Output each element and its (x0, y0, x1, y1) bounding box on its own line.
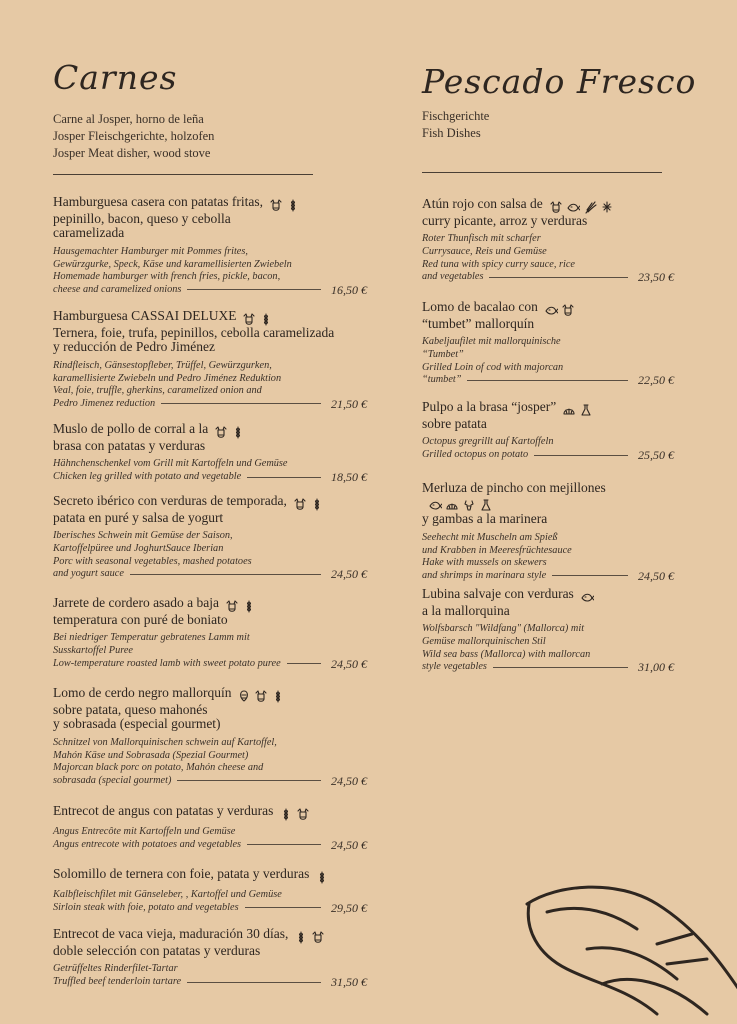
description-line: Hähnchenschenkel vom Grill mit Kartoffeln und Gemüse (53, 458, 288, 470)
dish-price: 23,50 € (638, 270, 674, 285)
allergen-icons (562, 402, 596, 417)
fish-icon (580, 590, 594, 604)
dish-price: 24,50 € (331, 567, 367, 582)
dish-name-line: y gambas a la marinera (422, 511, 548, 527)
dish-name (53, 596, 367, 627)
dish-name-line: Entrecot de angus con patatas y verduras (53, 803, 274, 818)
description-line: Schnitzel von Mallorquinischen schwein auf Kartoffel, (53, 736, 277, 748)
dish-price: 24,50 € (331, 656, 367, 671)
dish-description (53, 737, 367, 787)
description-line: Getrüffeltes Rinderfilet-Tartar (53, 963, 178, 975)
dish-name (53, 195, 367, 241)
dish-name-line: sobre patata, queso mahonés (53, 701, 208, 717)
dish-description (422, 623, 674, 673)
wheat-icon (271, 689, 285, 703)
allergen-icons (544, 302, 578, 317)
dish-name-line: y sobrasada (especial gourmet) (53, 716, 221, 732)
carnes-title: Carnes (53, 58, 178, 97)
cow-icon (225, 599, 239, 613)
crustacean-icon (462, 498, 476, 512)
dish-name-line: Lomo de cerdo negro mallorquín (53, 685, 232, 700)
leader-line (187, 289, 321, 290)
dish-description (53, 826, 367, 851)
description-line: Susskartoffel Puree (53, 645, 133, 656)
dish-name-line: Solomillo de ternera con foie, patata y verduras (53, 866, 310, 881)
allergen-icons (293, 496, 327, 511)
description-line: Rindfleisch, Gänsestopfleber, Trüffel, Gewürzgurken, (53, 359, 272, 371)
dish-name-line: Pulpo a la brasa “josper” (422, 399, 557, 414)
leader-line (187, 982, 321, 983)
dish-name (53, 309, 367, 355)
menu-item (53, 804, 367, 851)
allergen-icons (428, 498, 496, 513)
flask-icon (579, 403, 593, 417)
description-line: Kalbfleischfilet mit Gänseleber, , Kartoffel und Gemüse (53, 888, 282, 900)
description-line: karamellisierte Zwiebeln und Pedro Jiménez Reduktion (53, 372, 282, 384)
leader-line (552, 575, 628, 576)
wheat-icon (294, 930, 308, 944)
wheat-icon (286, 198, 300, 212)
cow-icon (214, 425, 228, 439)
dish-name (422, 400, 674, 431)
menu-item (53, 596, 367, 670)
menu-item (422, 197, 674, 284)
description-line: Chicken leg grilled with potato and vegetable (53, 471, 242, 482)
cow-icon (296, 807, 310, 821)
nut-icon (237, 689, 251, 703)
dish-name-line: patata en puré y salsa de yogurt (53, 509, 224, 525)
dish-name-line: a la mallorquina (422, 602, 510, 618)
cow-icon (242, 312, 256, 326)
menu-item (53, 927, 367, 989)
menu-item (53, 422, 367, 484)
carnes-divider (53, 174, 313, 175)
menu-item (422, 587, 674, 674)
menu-item (53, 494, 367, 581)
description-line: style vegetables (422, 661, 487, 673)
allergen-icons (549, 199, 617, 214)
leader-line (161, 403, 321, 404)
celery-icon (583, 200, 597, 214)
description-line: Sirloin steak with foie, potato and vegetables (53, 901, 239, 913)
cow-icon (293, 497, 307, 511)
description-line: Homemade hamburger with french fries, pickle, bacon, (53, 271, 281, 283)
description-line: and yogurt sauce (53, 568, 124, 580)
dish-name-line: temperatura con puré de boniato (53, 611, 228, 627)
description-line: Red tuna with spicy curry sauce, rice (422, 258, 575, 270)
dish-description (422, 532, 674, 582)
dish-price: 24,50 € (331, 837, 367, 852)
description-line: cheese and caramelized onions (53, 283, 182, 295)
description-line: Hausgemachter Hamburger mit Pommes frites, (53, 245, 248, 257)
description-line: Roter Thunfisch mit scharfer (422, 233, 541, 245)
dish-description (422, 436, 674, 461)
dish-description (53, 632, 367, 670)
leader-line (245, 907, 321, 908)
dish-description (53, 530, 367, 580)
allergen-icons (225, 598, 259, 613)
dish-name-line: sobre patata (422, 415, 487, 431)
cow-icon (269, 198, 283, 212)
cow-icon (561, 303, 575, 317)
dish-price: 21,50 € (331, 396, 367, 411)
leader-line (287, 663, 321, 664)
dish-name-line: Atún rojo con salsa de (422, 196, 543, 211)
description-line: Low-temperature roasted lamb with sweet potato puree (53, 657, 281, 669)
wheat-icon (242, 599, 256, 613)
dish-name-line: Lomo de bacalao con (422, 299, 538, 314)
description-line: Pedro Jimenez reduction (53, 397, 156, 409)
description-line: “tumbet” (422, 374, 462, 386)
description-line: Gemüse mallorquinischen Stil (422, 636, 546, 647)
dish-name-line: “tumbet” mallorquín (422, 315, 535, 331)
dish-name-line: y reducción de Pedro Jiménez (53, 339, 215, 355)
dish-name-line: Hamburguesa CASSAI DELUXE (53, 308, 237, 323)
allergen-icons (580, 589, 597, 604)
description-line: Wolfsbarsch "Wildfang" (Mallorca) mit (422, 623, 585, 635)
dish-name-line: Secreto ibérico con verduras de temporada, (53, 493, 287, 508)
leader-line (247, 844, 321, 845)
description-line: and vegetables (422, 271, 484, 283)
description-line: Kartoffelpüree und JoghurtSauce Iberian (53, 543, 224, 554)
leader-line (534, 455, 628, 456)
dish-name-line: doble selección con patatas y verduras (53, 942, 261, 958)
wheat-icon (310, 497, 324, 511)
dish-price: 24,50 € (331, 773, 367, 788)
dish-price: 31,00 € (638, 660, 674, 675)
dish-description (422, 233, 674, 283)
allergen-icons (242, 311, 276, 326)
description-line: Octopus gregrillt auf Kartoffeln (422, 436, 554, 448)
dish-name-line: pepinillo, bacon, queso y cebolla (53, 210, 231, 226)
dish-description (53, 360, 367, 410)
allergen-icons (237, 688, 288, 703)
description-line: Truffled beef tenderloin tartare (53, 976, 182, 987)
menu-item (53, 686, 367, 787)
description-line: Grilled Loin of cod with majorcan (422, 361, 564, 373)
description-line: Majorcan black porc on potato, Mahón cheese and (53, 762, 264, 774)
description-line: Mahón Käse und Sobrasada (Spezial Gourmet) (53, 749, 249, 761)
mustard-icon (600, 200, 614, 214)
allergen-icons (279, 806, 313, 821)
dish-name (422, 587, 674, 618)
description-line: Bei niedriger Temperatur gebratenes Lamm mit (53, 632, 250, 644)
dish-name (422, 197, 674, 228)
menu-item (422, 300, 674, 387)
subtitle-line: Josper Fleischgerichte, holzofen (53, 129, 215, 143)
wheat-icon (315, 870, 329, 884)
dish-name-line: curry picante, arroz y verduras (422, 212, 588, 228)
menu-item (422, 400, 674, 462)
subtitle-line: Carne al Josper, horno de leña (53, 112, 204, 126)
subtitle-line: Fischgerichte (422, 109, 490, 123)
description-line: Angus entrecote with potatoes and vegetables (53, 838, 242, 850)
dish-name-line: brasa con patatas y verduras (53, 437, 206, 453)
fish-icon (544, 303, 558, 317)
leader-line (177, 780, 321, 781)
dish-description (53, 458, 367, 483)
leader-line (489, 277, 628, 278)
dish-name (53, 927, 367, 958)
pescado-title: Pescado Fresco (422, 62, 697, 101)
flask-icon (479, 498, 493, 512)
dish-name-line: Merluza de pincho con mejillones (422, 480, 606, 495)
fish-icon (566, 200, 580, 214)
description-line: Porc with seasonal vegetables, mashed potatoes (53, 555, 252, 567)
shell-icon (562, 403, 576, 417)
dish-description (53, 246, 367, 296)
menu-item (53, 195, 367, 296)
fish-icon (428, 498, 442, 512)
dish-name (53, 867, 367, 884)
dish-price: 22,50 € (638, 373, 674, 388)
dish-name-line: Entrecot de vaca vieja, maduración 30 días, (53, 926, 289, 941)
dish-description (53, 889, 367, 914)
description-line: Currysauce, Reis und Gemüse (422, 246, 547, 257)
wheat-icon (231, 425, 245, 439)
dish-description (53, 963, 367, 988)
leader-line (247, 477, 321, 478)
leader-line (493, 667, 628, 668)
description-line: Iberisches Schwein mit Gemüse der Saison, (53, 530, 233, 542)
dish-name-line: Hamburguesa casera con patatas fritas, (53, 194, 264, 209)
cow-icon (254, 689, 268, 703)
cow-icon (549, 200, 563, 214)
description-line: Seehecht mit Muscheln am Spieß (422, 531, 558, 543)
ham-illustration (507, 874, 737, 1024)
wheat-icon (279, 807, 293, 821)
dish-name (53, 686, 367, 732)
description-line: and shrimps in marinara style (422, 569, 547, 581)
allergen-icons (294, 929, 328, 944)
wheat-icon (259, 312, 273, 326)
dish-name-line: Lubina salvaje con verduras (422, 586, 574, 601)
menu-item (422, 481, 674, 582)
subtitle-line: Josper Meat disher, wood stove (53, 146, 211, 160)
description-line: Hake with mussels on skewers (422, 557, 547, 569)
allergen-icons (214, 424, 248, 439)
dish-name (422, 481, 674, 527)
menu-item (53, 309, 367, 410)
dish-name (53, 494, 367, 525)
description-line: Gewürzgurke, Speck, Käse und karamellisierten Zwiebeln (53, 258, 292, 270)
dish-price: 18,50 € (331, 470, 367, 484)
dish-description (422, 336, 674, 386)
description-line: “Tumbet” (422, 349, 464, 360)
leader-line (130, 574, 321, 575)
dish-name (53, 804, 367, 821)
dish-price: 16,50 € (331, 282, 367, 297)
description-line: Grilled octopus on potato (422, 449, 529, 460)
pescado-subtitle (422, 108, 489, 142)
allergen-icons (269, 197, 303, 212)
dish-price: 31,50 € (331, 975, 367, 989)
dish-name (422, 300, 674, 331)
description-line: Angus Entrecôte mit Kartoffeln und Gemüse (53, 825, 236, 837)
description-line: Wild sea bass (Mallorca) with mallorcan (422, 648, 591, 660)
carnes-subtitle (53, 111, 214, 162)
menu-item (53, 867, 367, 914)
cow-icon (311, 930, 325, 944)
description-line: Veal, foie, truffle, gherkins, caramelized onion and (53, 385, 262, 397)
description-line: sobrasada (special gourmet) (53, 774, 172, 786)
pescado-divider (422, 172, 662, 173)
dish-name (53, 422, 367, 453)
dish-price: 24,50 € (638, 568, 674, 583)
dish-name-line: Jarrete de cordero asado a baja (53, 595, 220, 610)
dish-price: 25,50 € (638, 448, 674, 462)
leader-line (467, 380, 628, 381)
subtitle-line: Fish Dishes (422, 126, 481, 140)
dish-name-line: Ternera, foie, trufa, pepinillos, cebolla caramelizada (53, 324, 335, 340)
allergen-icons (315, 869, 332, 884)
description-line: Kabeljaufilet mit mallorquinische (422, 336, 561, 348)
description-line: und Krabben in Meeresfrüchtesauce (422, 544, 572, 556)
shell-icon (445, 498, 459, 512)
dish-price: 29,50 € (331, 900, 367, 915)
dish-name-line: caramelizada (53, 225, 125, 241)
dish-name-line: Muslo de pollo de corral a la (53, 421, 209, 436)
